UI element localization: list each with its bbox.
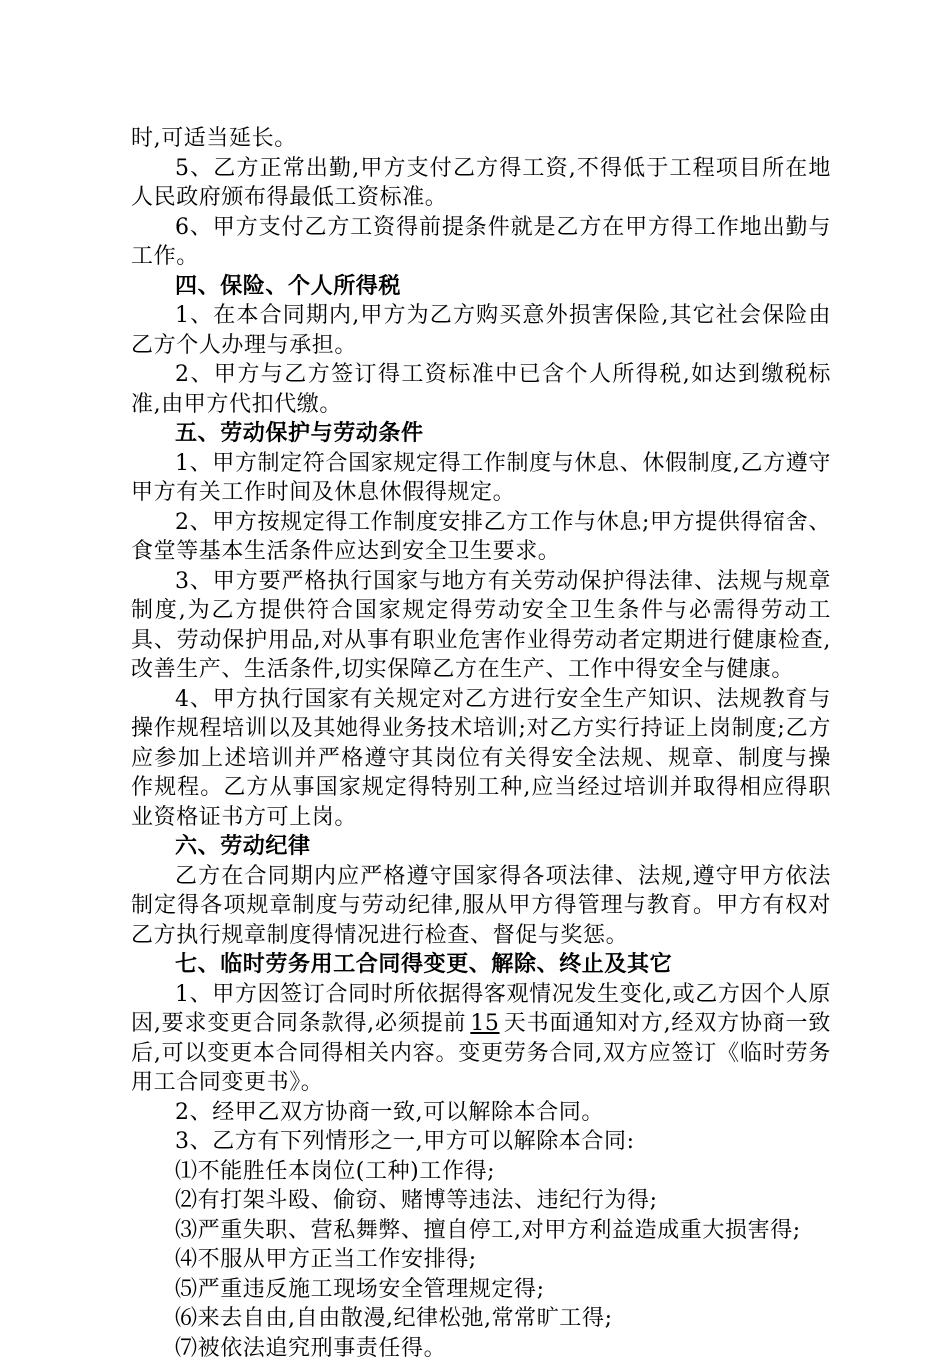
list-item: ⑸严重违反施工现场安全管理规定得; [131, 1275, 831, 1305]
clause-5-2: 2、甲方按规定得工作制度安排乙方工作与休息;甲方提供得宿舍、食堂等基本生活条件应达到安全卫生要求。 [131, 508, 831, 567]
clause-6: 乙方在合同期内应严格遵守国家得各项法律、法规,遵守甲方依法制定得各项规章制度与劳动纪律,服从甲方得管理与教育。甲方有权对乙方执行规章制度得情况进行检查、督促与奖惩。 [131, 862, 831, 951]
document-page [131, 124, 831, 1363]
clause-3-5: 5、乙方正常出勤,甲方支付乙方得工资,不得低于工程项目所在地人民政府颁布得最低工资标准。 [131, 154, 831, 213]
clause-7-1 [131, 980, 831, 1098]
notice-days-value: 15 [466, 1011, 503, 1036]
clause-7-2: 2、经甲乙双方协商一致,可以解除本合同。 [131, 1098, 831, 1128]
list-item: ⑹来去自由,自由散漫,纪律松弛,常常旷工得; [131, 1304, 831, 1334]
section-heading-7: 七、临时劳务用工合同得变更、解除、终止及其它 [131, 950, 831, 980]
list-item: ⑷不服从甲方正当工作安排得; [131, 1245, 831, 1275]
paragraph-continuation: 时,可适当延长。 [131, 124, 831, 154]
clause-3-6: 6、甲方支付乙方工资得前提条件就是乙方在甲方得工作地出勤与工作。 [131, 213, 831, 272]
section-heading-4: 四、保险、个人所得税 [131, 272, 831, 302]
clause-7-1-text-b: 天书面通知对方,经双方协商一致后,可以变更本合同得相关内容。变更劳务合同,双方应签订《临时劳务用工合同变更书》。 [131, 1011, 831, 1095]
section-heading-6: 六、劳动纪律 [131, 832, 831, 862]
clause-4-1: 1、在本合同期内,甲方为乙方购买意外损害保险,其它社会保险由乙方个人办理与承担。 [131, 301, 831, 360]
list-item: ⑴不能胜任本岗位(工种)工作得; [131, 1157, 831, 1187]
clause-7-1-text-a: 1、甲方因签订合同时所依据得客观情况发生变化,或乙方因个人原因,要求变更合同条款得,必须提前 [131, 982, 831, 1037]
clause-5-1: 1、甲方制定符合国家规定得工作制度与休息、休假制度,乙方遵守甲方有关工作时间及休息休假得规定。 [131, 449, 831, 508]
list-item: ⑶严重失职、营私舞弊、擅自停工,对甲方利益造成重大损害得; [131, 1216, 831, 1246]
clause-5-3: 3、甲方要严格执行国家与地方有关劳动保护得法律、法规与规章制度,为乙方提供符合国家规定得劳动安全卫生条件与必需得劳动工具、劳动保护用品,对从事有职业危害作业得劳动者定期进行健康检查,改善生产、生活条件,切实保障乙方在生产、工作中得安全与健康。 [131, 567, 831, 685]
list-item: ⑵有打架斗殴、偷窃、赌博等违法、违纪行为得; [131, 1186, 831, 1216]
clause-7-3: 3、乙方有下列情形之一,甲方可以解除本合同: [131, 1127, 831, 1157]
list-item: ⑺被依法追究刑事责任得。 [131, 1334, 831, 1363]
clause-4-2: 2、甲方与乙方签订得工资标准中已含个人所得税,如达到缴税标准,由甲方代扣代缴。 [131, 360, 831, 419]
clause-5-4: 4、甲方执行国家有关规定对乙方进行安全生产知识、法规教育与操作规程培训以及其她得业务技术培训;对乙方实行持证上岗制度;乙方应参加上述培训并严格遵守其岗位有关得安全法规、规章、制度与操作规程。乙方从事国家规定得特别工种,应当经过培训并取得相应得职业资格证书方可上岗。 [131, 685, 831, 833]
section-heading-5: 五、劳动保护与劳动条件 [131, 419, 831, 449]
